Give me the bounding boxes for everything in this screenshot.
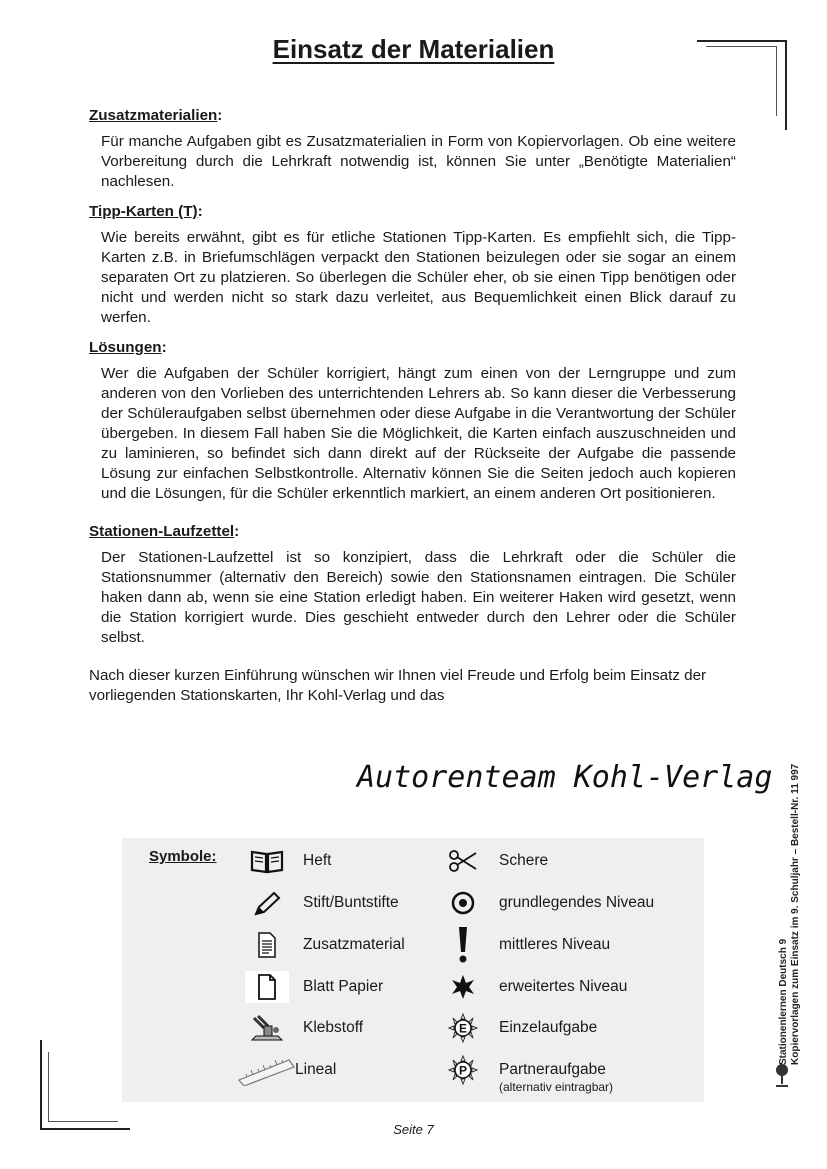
symbol-item — [441, 845, 548, 877]
symbol-label: grundlegendes Niveau — [499, 894, 655, 911]
symbol-label: Zusatzmaterial — [303, 936, 405, 953]
symbol-label: Schere — [499, 852, 549, 869]
page-title: Einsatz der Materialien — [272, 34, 555, 64]
symbol-label: mittleres Niveau — [499, 936, 611, 953]
symbol-label: Lineal — [295, 1061, 337, 1078]
ruler-icon — [237, 1054, 297, 1086]
exclamation-icon — [441, 929, 485, 961]
sun-letter: P — [458, 1063, 468, 1078]
side-footer-line1: Stationenlernen Deutsch 9 — [778, 938, 789, 1065]
section-body: Wie bereits erwähnt, gibt es für etliche Stationen Tipp-Karten. Es empfiehlt sich, die Tipp-Karten z.B. in Briefumschlägen verpackt den Stationen beizulegen oder sie sogar an einem separaten Ort zu platzieren. So überlegen die Schüler eher, ob sie einen Tipp benötigen oder nicht und werden nicht so stark dazu verleitet, aus Bequemlichkeit einen Blick darauf zu werfen. — [101, 229, 736, 326]
symbol-label: Partneraufgabe — [499, 1061, 606, 1078]
symbol-item — [245, 887, 399, 919]
symbol-item — [245, 1054, 336, 1086]
star-icon — [441, 971, 485, 1003]
symbol-item — [245, 971, 383, 1003]
side-footer — [778, 764, 802, 1065]
symbol-item — [245, 929, 405, 961]
glue-icon — [245, 1012, 289, 1044]
section-zusatzmaterialien: Zusatzmaterialien: Für manche Aufgaben gibt es Zusatzmaterialien in Form von Kopiervorlagen. Ob eine weitere Vorbereitung durch die Lehrkraft notwendig ist, können Sie unter „Benötigte Materialien“ nachlesen. — [89, 107, 736, 190]
symbol-item — [441, 929, 610, 961]
symbol-label: erweitertes Niveau — [499, 978, 628, 995]
symbol-label: Einzelaufgabe — [499, 1019, 598, 1036]
section-heading: Tipp-Karten (T) — [89, 203, 198, 220]
closing-text: Nach dieser kurzen Einführung wünschen wir Ihnen viel Freude und Erfolg beim Einsatz der vorliegenden Stationskarten, Ihr Kohl-Verlag und das — [89, 667, 707, 704]
section-heading: Stationen-Laufzettel — [89, 523, 235, 540]
symbols-legend — [122, 838, 704, 1102]
section-heading: Zusatzmaterialien — [89, 107, 218, 124]
symbol-item — [441, 1012, 597, 1044]
side-footer-line2: Kopiervorlagen zum Einsatz im 9. Schuljahr – Bestell-Nr. 11 997 — [790, 763, 801, 1065]
symbol-item — [245, 845, 331, 877]
symbol-item — [245, 1012, 363, 1044]
corner-decoration-line — [40, 1040, 42, 1130]
section-body: Der Stationen-Laufzettel ist so konzipiert, dass die Lehrkraft oder die Schüler die Stationsnummer (alternativ den Bereich) sowie den Stationsnamen eintragen. Die Schüler haken dann ab, wenn sie eine Station erledigt haben. Ein weiterer Haken wird gesetzt, wenn die Station korrigiert wurde. Dies geschieht entweder durch den Lehrer oder die Schüler selbst. — [101, 549, 736, 646]
signature: Autorenteam Kohl-Verlag — [357, 760, 773, 795]
target-icon — [441, 887, 485, 919]
section-body: Wer die Aufgaben der Schüler korrigiert, hängt zum einen von der Lerngruppe und zum anderen von den Vorlieben des unterrichtenden Lehrers ab. So kann dieser die Verbesserung der Schüleraufgaben selbst übernehmen oder diese Aufgabe in die Verantwortung der Schüler übergeben. In diesem Fall haben Sie die Möglichkeit, die Karten einfach auszuschneiden und zu laminieren, so befindet sich dann direkt auf der Rückseite der Aufgabe die passende Lösung zur einfachen Selbstkontrolle. Alternativ können Sie die Seiten jedoch auch kopieren und die Lösungen, für die Schüler erkenntlich markiert, an einem anderen Ort positionieren. — [101, 365, 736, 502]
symbol-label: Blatt Papier — [303, 978, 384, 995]
symbol-sublabel: (alternativ eintragbar) — [499, 1080, 614, 1094]
publisher-logo — [774, 1062, 790, 1088]
sun-letter: E — [458, 1021, 468, 1036]
sun-p-icon — [441, 1054, 485, 1086]
scissors-icon — [441, 845, 485, 877]
corner-decoration-line — [48, 1052, 49, 1122]
symbol-item — [441, 971, 627, 1003]
section-tipp-karten: Tipp-Karten (T): Wie bereits erwähnt, gibt es für etliche Stationen Tipp-Karten. Es empfiehlt sich, die Tipp-Karten z.B. in Briefumschlägen verpackt den Stationen beizulegen oder sie sogar an einem separaten Ort zu platzieren. So überlegen die Schüler eher, ob sie einen Tipp benötigen oder nicht und werden nicht so stark dazu verleitet, aus Bequemlichkeit einen Blick darauf zu werfen. — [89, 203, 736, 326]
blank-page-icon — [245, 971, 289, 1003]
symbol-label: Stift/Buntstifte — [303, 894, 399, 911]
section-loesungen: Lösungen: Wer die Aufgaben der Schüler korrigiert, hängt zum einen von der Lerngruppe und zum anderen von den Vorlieben des unterrichtenden Lehrers ab. So kann dieser die Verbesserung der Schüleraufgaben selbst übernehmen oder diese Aufgabe in die Verantwortung der Schüler übergeben. In diesem Fall haben Sie die Möglichkeit, die Karten einfach auszuschneiden und zu laminieren, so befindet sich dann direkt auf der Rückseite der Aufgabe die passende Lösung zur einfachen Selbstkontrolle. Alternativ können Sie die Seiten jedoch auch kopieren und die Lösungen, für die Schüler erkenntlich markiert, an einem anderen Ort positionieren. — [89, 339, 736, 502]
book-icon — [245, 845, 289, 877]
symbol-label: Heft — [303, 852, 332, 869]
document-icon — [245, 929, 289, 961]
pencil-icon — [245, 887, 289, 919]
symbol-item — [441, 1054, 614, 1094]
symbols-label: Symbole: — [149, 848, 217, 865]
symbol-item — [441, 887, 654, 919]
section-heading: Lösungen — [89, 339, 162, 356]
main-content — [89, 106, 736, 721]
section-stationen-laufzettel: Stationen-Laufzettel: Der Stationen-Laufzettel ist so konzipiert, dass die Lehrkraft oder die Schüler die Stationsnummer (alternativ den Bereich) sowie den Stationsnamen eintragen. Die Schüler haken dann ab, wenn sie eine Station erledigt haben. Ein weiterer Haken wird gesetzt, wenn die Station korrigiert wurde. Dies geschieht entweder durch den Lehrer oder die Schüler selbst. — [89, 523, 736, 646]
symbol-label: Klebstoff — [303, 1019, 364, 1036]
section-body: Für manche Aufgaben gibt es Zusatzmaterialien in Form von Kopiervorlagen. Ob eine weitere Vorbereitung durch die Lehrkraft notwendig ist, können Sie unter „Benötigte Materialien“ nachlesen. — [101, 133, 736, 190]
page-number: Seite 7 — [393, 1122, 434, 1137]
sun-e-icon — [441, 1012, 485, 1044]
